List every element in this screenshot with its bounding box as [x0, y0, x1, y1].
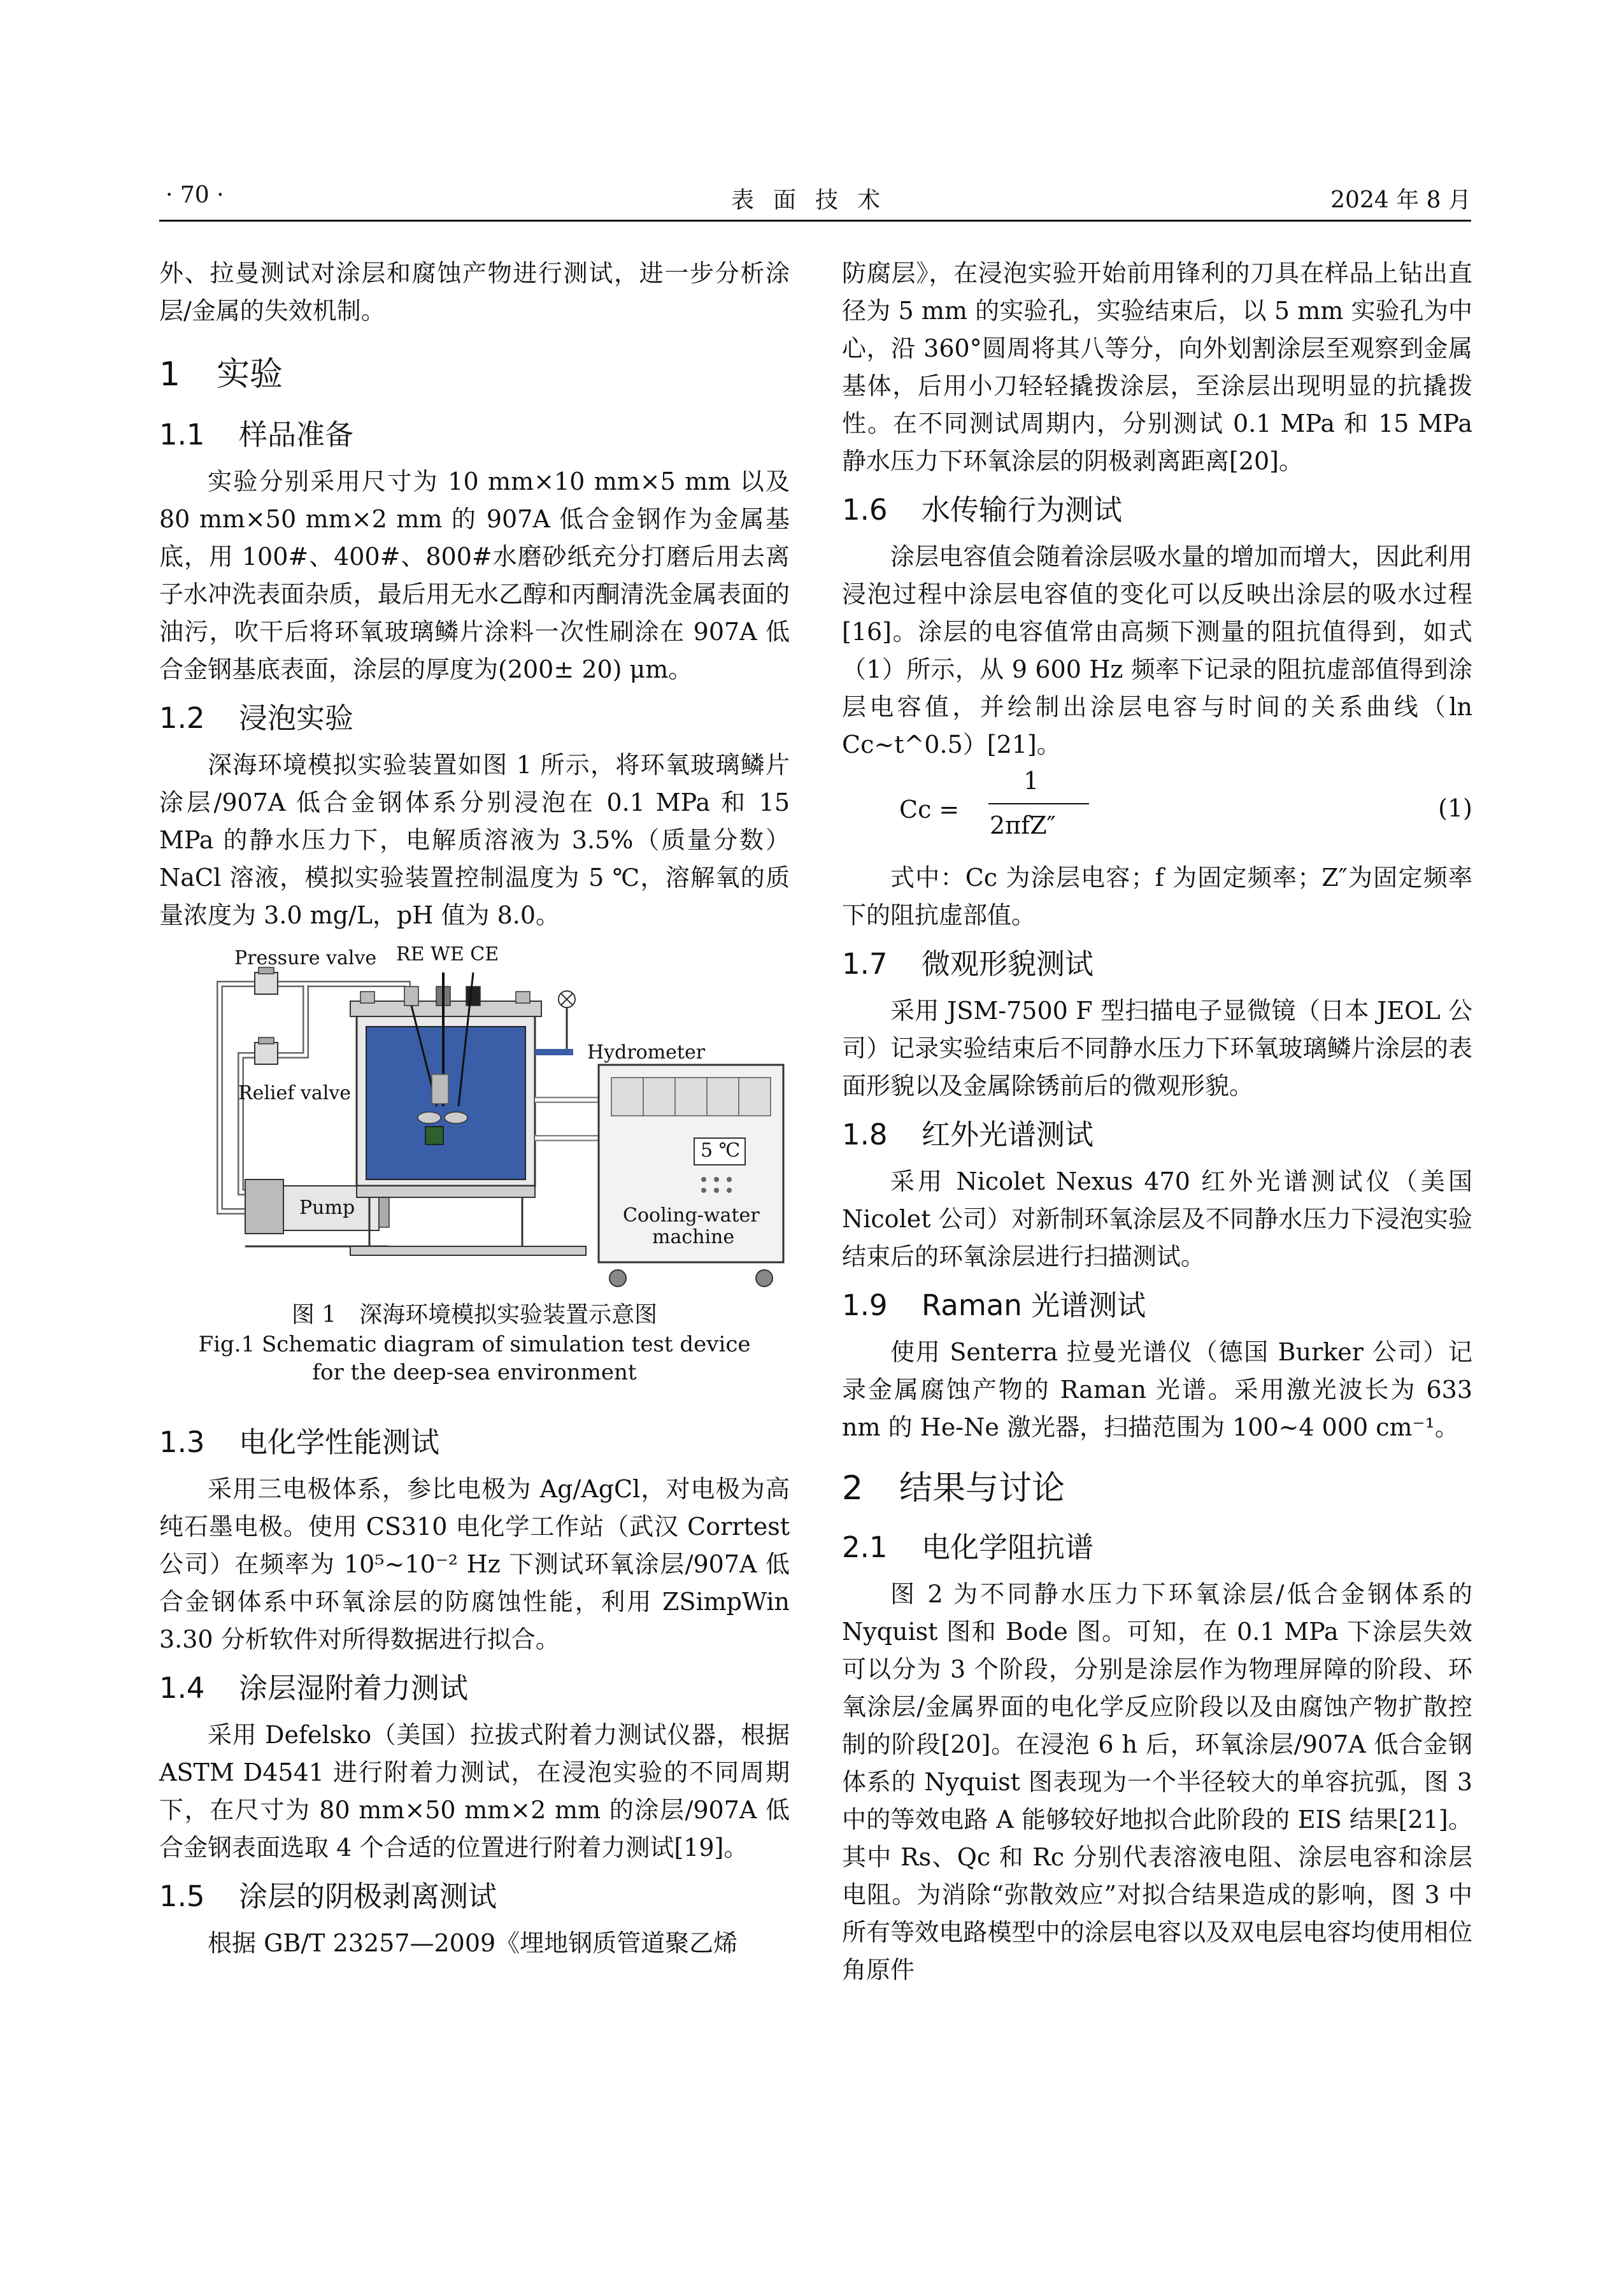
section-1-6-heading: 1.6 水传输行为测试 [842, 493, 1123, 527]
equation-number: (1) [1438, 794, 1472, 822]
base-plate [350, 1246, 586, 1255]
electrodes-label: RE WE CE [396, 943, 499, 965]
figure-1 [159, 943, 790, 1385]
section-2-heading: 2 结果与讨论 [842, 1469, 1065, 1507]
section-1-9-heading: 1.9 Raman 光谱测试 [842, 1288, 1146, 1322]
equation-numerator: 1 [1023, 767, 1039, 795]
figure-1-caption-cn: 图 1 深海环境模拟实验装置示意图 [291, 1302, 658, 1328]
section-1-1-heading: 1.1 样品准备 [159, 418, 354, 452]
relief-valve-icon [255, 1043, 278, 1064]
pipe-inner [241, 1055, 261, 1192]
header-rule [159, 220, 1471, 222]
sample-icon [425, 1127, 443, 1144]
intro-paragraph: 外、拉曼测试对涂层和腐蚀产物进行测试，进一步分析涂层/金属的失效机制。 [159, 259, 790, 325]
equation-lhs: Cc = [899, 795, 960, 823]
section-1-8-heading: 1.8 红外光谱测试 [842, 1118, 1094, 1151]
section-1-4-heading: 1.4 涂层湿附着力测试 [159, 1671, 469, 1705]
cooling-machine-label-2: machine [652, 1226, 735, 1248]
section-1-6-text: 涂层电容值会随着涂层吸水量的增加而增大，因此利用浸泡过程中涂层电容值的变化可以反映出涂层的吸水过程[16]。涂层的电容值常由高频下测量的阻抗值得到，如式（1）所示，从 9 600 Hz 频率下记录的阻抗虚部值得到涂层电容值，并绘制出涂层电容与时间的关系曲线（ln Cc~t^0.5）[21]。 [842, 543, 1472, 759]
left-column [159, 255, 790, 1962]
section-1-7-text: 采用 JSM-7500 F 型扫描电子显微镜（日本 JEOL 公司）记录实验结束后不同静水压力下环氧玻璃鳞片涂层的表面形貌以及金属除锈前后的微观形貌。 [842, 997, 1472, 1100]
reference-electrode-icon [404, 987, 418, 1006]
section-1-7-heading: 1.7 微观形貌测试 [842, 947, 1094, 981]
section-2-1-text: 图 2 为不同静水压力下环氧涂层/低合金钢体系的 Nyquist 图和 Bode 图。可知，在 0.1 MPa 下涂层失效可以分为 3 个阶段，分别是涂层作为物理屏障的阶段、环氧涂层/金属界面的电化学反应阶段以及由腐蚀产物扩散控制的阶段[20]。在浸泡 6 h 后，环氧涂层/907A 低合金钢体系的 Nyquist 图表现为一个半径较大的单容抗弧，图 3 中的等效电路 A 能够较好地拟合此阶段的 EIS 结果[21]。其中 Rs、Qc 和 Rc 分别代表溶液电阻、涂层电容和涂层电阻。为消除“弥散效应”对拟合结果造成的影响，图 3 中所有等效电路模型中的涂层电容以及双电层电容均使用相位角原件 [842, 1580, 1472, 1984]
page-number: · 70 · [166, 182, 224, 208]
issue-date: 2024 年 8 月 [1330, 187, 1471, 213]
section-2-1-heading: 2.1 电化学阻抗谱 [842, 1530, 1094, 1564]
equation-1 [842, 764, 1472, 859]
section-1-4-text: 采用 Defelsko（美国）拉拔式附着力测试仪器，根据 ASTM D4541 进行附着力测试，在浸泡实验的不同周期下，在尺寸为 80 mm×50 mm×2 mm 的涂层/907A 低合金钢表面选取 4 个合适的位置进行附着力测试[19]。 [159, 1721, 790, 1862]
journal-title: 表面技术 [730, 187, 899, 213]
section-1-3-text: 采用三电极体系，参比电极为 Ag/AgCl，对电极为高纯石墨电极。使用 CS310 电化学工作站（武汉 Corrtest 公司）在频率为 10⁵~10⁻² Hz 下测试环氧涂层/907A 低合金钢体系中环氧涂层的防腐蚀性能，利用 ZSimpWin 3.30 分析软件对所得数据进行拟合。 [159, 1475, 790, 1653]
section-1-1-text: 实验分别采用尺寸为 10 mm×10 mm×5 mm 以及 80 mm×50 mm×2 mm 的 907A 低合金钢作为金属基底，用 100#、400#、800#水磨砂纸充分打磨后用去离子水冲洗表面杂质，最后用无水乙醇和丙酮清洗金属表面的油污，吹干后将环氧玻璃鳞片涂料一次性刷涂在 907A 低合金钢基底表面，涂层的厚度为(200± 20) μm。 [159, 467, 790, 683]
section-1-5-text: 根据 GB/T 23257—2009《埋地钢质管道聚乙烯 [208, 1929, 738, 1957]
section-1-8-text: 采用 Nicolet Nexus 470 红外光谱测试仪（美国 Nicolet 公司）对新制环氧涂层及不同静水压力下浸泡实验结束后的环氧涂层进行扫描测试。 [842, 1167, 1472, 1271]
pressure-valve-label: Pressure valve [234, 947, 377, 969]
section-1-9-text: 使用 Senterra 拉曼光谱仪（德国 Burker 公司）记录金属腐蚀产物的 Raman 光谱。采用激光波长为 633 nm 的 He-Ne 激光器，扫描范围为 100~4 000 cm⁻¹。 [842, 1338, 1472, 1441]
figure-1-caption-en-1: Fig.1 Schematic diagram of simulation test device [198, 1332, 751, 1357]
temperature-label: 5 ℃ [701, 1139, 741, 1162]
right-column [842, 255, 1472, 1989]
counter-electrode-icon [466, 987, 480, 1006]
pressure-valve-icon [255, 973, 278, 994]
continued-paragraph: 防腐层》，在浸泡实验开始前用锋利的刀具在样品上钻出直径为 5 mm 的实验孔，实验结束后，以 5 mm 实验孔为中心，沿 360°圆周将其八等分，向外划割涂层至观察到金属基体，后用小刀轻轻撬拨涂层，至涂层出现明显的抗撬拨性。在不同测试周期内，分别测试 0.1 MPa 和 15 MPa 静水压力下环氧涂层的阴极剥离距离[20]。 [842, 259, 1472, 475]
section-1-heading: 1 实验 [159, 355, 283, 394]
pump-housing [245, 1179, 283, 1234]
equation-denominator: 2πfZ″ [990, 811, 1056, 839]
pump-label: Pump [299, 1197, 355, 1219]
relief-valve-label: Relief valve [238, 1082, 352, 1104]
section-1-2-heading: 1.2 浸泡实验 [159, 701, 354, 735]
section-1-3-heading: 1.3 电化学性能测试 [159, 1425, 440, 1459]
hydrometer-label: Hydrometer [587, 1041, 706, 1064]
section-1-2-text: 深海环境模拟实验装置如图 1 所示，将环氧玻璃鳞片涂层/907A 低合金钢体系分别浸泡在 0.1 MPa 和 15 MPa 的静水压力下，电解质溶液为 3.5%（质量分数）NaCl 溶液，模拟实验装置控制温度为 5 ℃，溶解氧的质量浓度为 3.0 mg/L，pH 值为 8.0。 [159, 751, 790, 929]
section-1-5-heading: 1.5 涂层的阴极剥离测试 [159, 1879, 497, 1913]
equation-explanation: 式中：Cc 为涂层电容；f 为固定频率；Z″为固定频率下的阻抗虚部值。 [842, 864, 1472, 929]
fraction-bar [988, 803, 1089, 804]
figure-1-diagram [159, 947, 790, 1355]
figure-1-caption-en-2: for the deep-sea environment [312, 1360, 637, 1385]
cooling-machine-label-1: Cooling-water [623, 1204, 760, 1227]
running-header [159, 180, 1471, 218]
